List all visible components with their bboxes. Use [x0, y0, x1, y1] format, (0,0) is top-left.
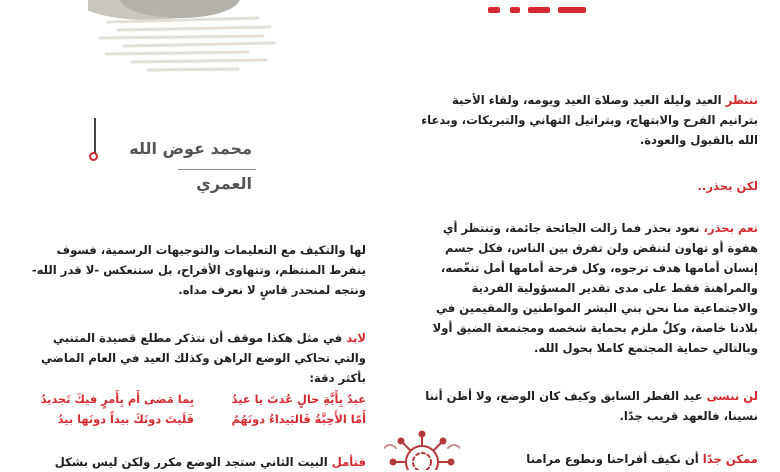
paragraph-text: عيد الفطر السابق وكيف كان الوضع، ولا أظن أننا نسينا، فالعهد قريب جدًا.: [425, 389, 758, 423]
paragraph-intro: [410, 90, 758, 150]
paragraph-text: العيد وليلة العيد وصلاة العيد ويومه، ولقاء الأحبة بترانيم الفرح والابتهاج، وبتراتيل التهاني والتبريكات، وبدعاء الله بالقبول والعودة.: [421, 93, 758, 147]
lead-word: فتأمل: [331, 455, 366, 469]
lead-word: لن ننسى: [706, 389, 758, 403]
virus-icon: [384, 428, 460, 470]
author-name: محمد عوض الله: [129, 139, 252, 158]
paragraph-mutanabbi: [22, 328, 366, 388]
verse-1-first-hemistich: عيدٌ بِأَيَّةِ حالٍ عُدتَ يا عيدُ: [231, 392, 366, 406]
paragraph-remember: [410, 386, 758, 426]
title-fragment: [488, 0, 586, 8]
lead-word: ننتظر: [725, 93, 758, 107]
paragraph-text: نعود بحذر فما زالت الجائحة جائمة، وتنتظر أي هفوة أو تهاون لتنقض ولن تفرق بين الناس، فكل جسم إنسان أمامها هدف ترجوه، وكل فرحة أمامها أمل تنغّصه، والمراهنة فقط على مدى تقدير المسؤولية الفردية والاجتماعية منا نحن بني البشر المواطنين والمقيمين في بلادنا خاصة، وكلٌ ملزم بحماية شخصه ومجتمعة الضيق أولا وبالتالي حماية المجتمع كاملا بحول الله.: [432, 221, 758, 355]
paragraph-contemplate: [22, 452, 366, 472]
author-underline: [178, 169, 256, 170]
verse-1-second-hemistich: بِما مَضى أَم بِأَمرٍ فيكَ تَجديدُ: [40, 392, 194, 406]
paragraph-possible: [410, 449, 758, 469]
lead-word: لابد: [346, 331, 366, 345]
author-surname: العمري: [196, 174, 252, 193]
paragraph-caution: لكن بحذر..: [697, 179, 758, 193]
paragraph-caution-detail: [410, 218, 758, 358]
verse-2-second-hemistich: فَلَيتَ دونَكَ بيداً دونَها بيدُ: [57, 412, 194, 426]
paragraph-adapt: لها والتكيف مع التعليمات والتوجيهات الرسمية، فسوف ينفرط المنتظم، وتتهاوى الأفراح، بل ستنعكس -لا قدر الله- ونتجه لمنحدر قاسٍ لا نعرف مداه.: [31, 243, 366, 297]
paragraph-text: أن نكيف أفراحنا ونطوع مرامنا: [526, 452, 699, 466]
paragraph-text: في مثل هكذا موقف أن نتذكر مطلع قصيدة المتنبي والتي تحاكي الوضع الراهن وكذلك العيد في العام الماضي بأكثر دقة:: [40, 331, 366, 385]
paragraph-text: البيت الثاني ستجد الوضع مكرر ولكن ليس بشكل: [54, 455, 328, 469]
verse-2-first-hemistich: أَمّا الأَحِبَّةُ فَالبَيداءُ دونَهُمُ: [231, 412, 366, 426]
lead-word: ممكن جدًا: [702, 452, 758, 466]
paint-stroke-decoration: [88, 0, 278, 78]
lead-word: نعم بحذر،: [703, 221, 758, 235]
